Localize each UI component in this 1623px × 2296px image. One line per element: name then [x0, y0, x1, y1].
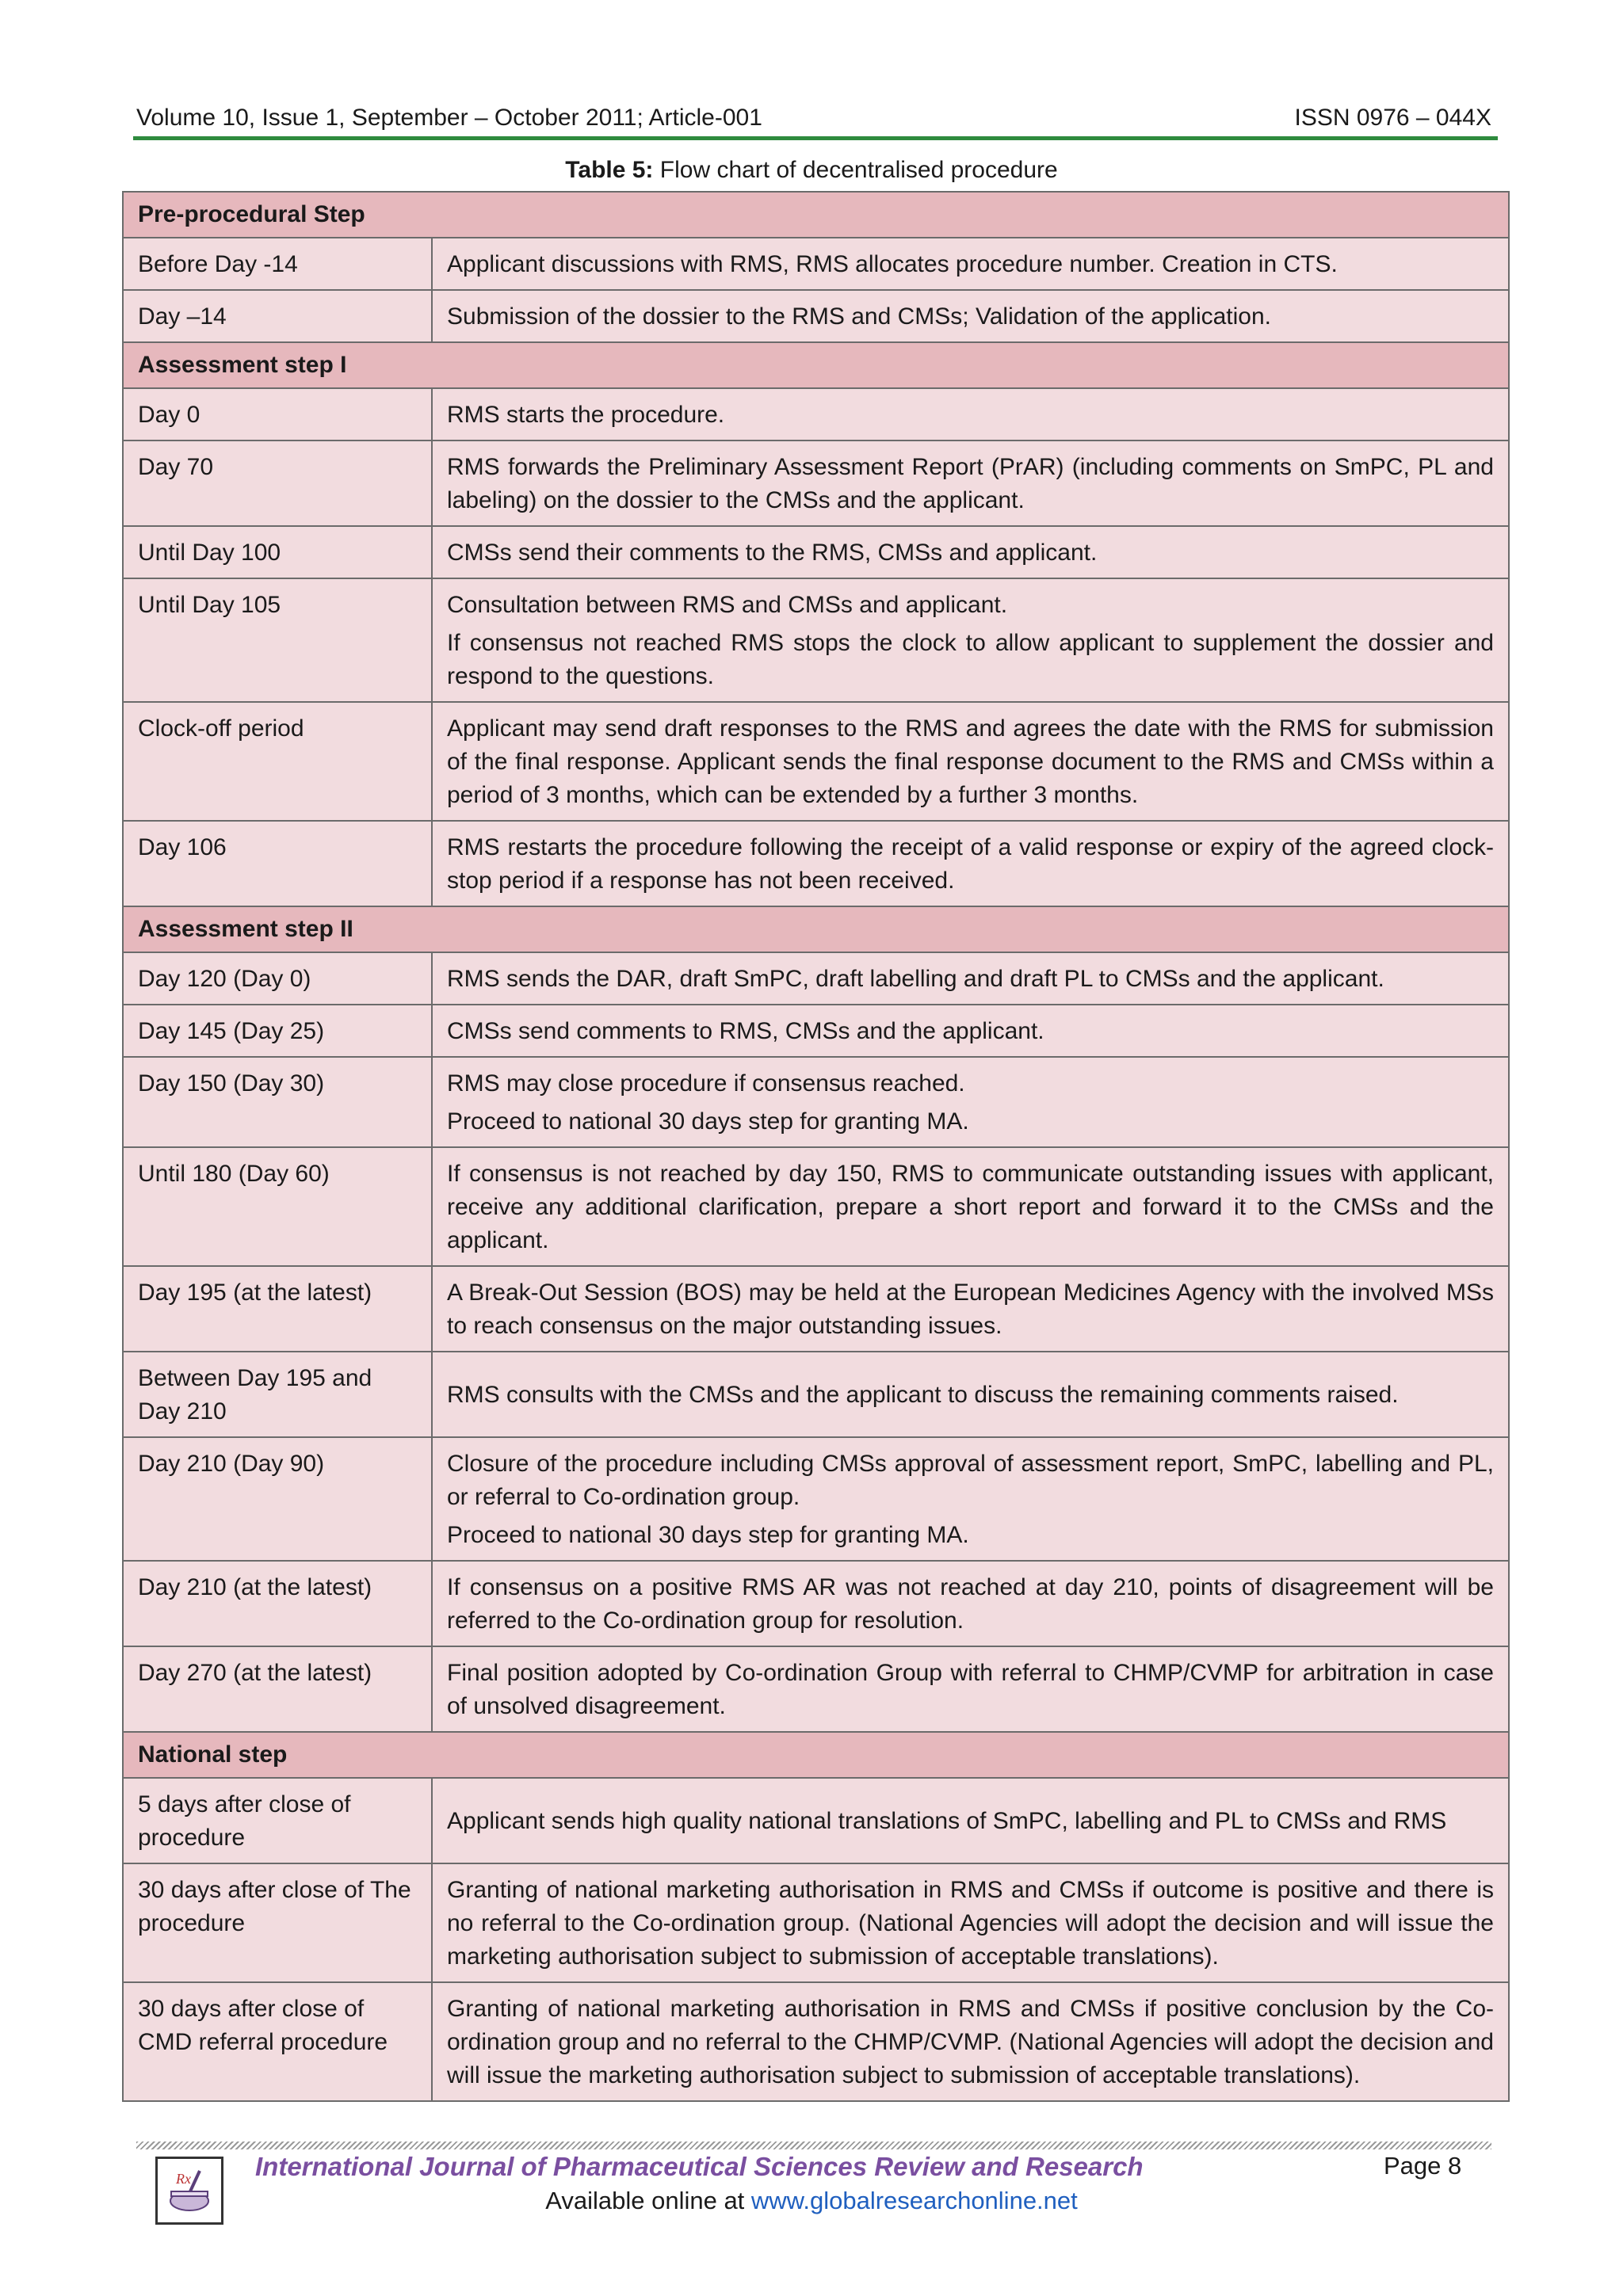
header-volume-info: Volume 10, Issue 1, September – October 2011; Article-001 — [136, 105, 762, 131]
description-paragraph: Submission of the dossier to the RMS and CMSs; Validation of the application. — [447, 303, 1271, 330]
step-timing-cell: Day 150 (Day 30) — [123, 1057, 432, 1147]
step-description-cell — [432, 1437, 1509, 1561]
description-paragraph: Granting of national marketing authorisation in RMS and CMSs if positive conclusion by the Co-ordination group and no referral to the CHMP/CVMP. (National Agencies will adopt the decision and will issue the marketing authorisation subject to submission of acceptable translations). — [447, 1996, 1494, 2088]
description-paragraph: RMS sends the DAR, draft SmPC, draft labelling and draft PL to CMSs and the applicant. — [447, 966, 1384, 992]
step-timing-cell: Day –14 — [123, 290, 432, 342]
section-title: Assessment step II — [123, 906, 1509, 952]
step-description-cell — [432, 1147, 1509, 1266]
section-header-row — [123, 192, 1509, 238]
description-paragraph: RMS restarts the procedure following the receipt of a valid response or expiry of the agreed clock-stop period if a response has not been received. — [447, 834, 1494, 894]
description-paragraph: If consensus not reached RMS stops the clock to allow applicant to supplement the dossier and respond to the questions. — [447, 630, 1494, 689]
logo-rx-text: Rx — [176, 2171, 191, 2187]
table-row — [123, 1982, 1509, 2101]
table-row — [123, 702, 1509, 821]
step-timing-cell: 30 days after close of CMD referral procedure — [123, 1982, 432, 2101]
table-row — [123, 1266, 1509, 1352]
table-row — [123, 1863, 1509, 1982]
header-issn: ISSN 0976 – 044X — [1294, 105, 1491, 131]
description-paragraph: Consultation between RMS and CMSs and applicant. — [447, 592, 1008, 618]
step-timing-cell: Day 70 — [123, 441, 432, 526]
section-header-row — [123, 342, 1509, 388]
table-row — [123, 578, 1509, 702]
step-timing-cell: Until Day 105 — [123, 578, 432, 702]
procedure-table — [122, 191, 1510, 2102]
procedure-table-body — [123, 192, 1509, 2101]
step-description-cell — [432, 526, 1509, 578]
step-timing-cell: Day 195 (at the latest) — [123, 1266, 432, 1352]
page-number: Page 8 — [1384, 2152, 1462, 2180]
table-row — [123, 290, 1509, 342]
website-link[interactable]: www.globalresearchonline.net — [750, 2187, 1078, 2214]
description-paragraph: CMSs send their comments to the RMS, CMSs and applicant. — [447, 540, 1098, 566]
description-paragraph: CMSs send comments to RMS, CMSs and the applicant. — [447, 1018, 1044, 1044]
step-description-cell — [432, 952, 1509, 1005]
description-paragraph: Applicant discussions with RMS, RMS allocates procedure number. Creation in CTS. — [447, 251, 1338, 277]
table-row — [123, 1778, 1509, 1863]
footer-rule — [136, 2142, 1491, 2149]
section-title: Pre-procedural Step — [123, 192, 1509, 238]
description-paragraph: A Break-Out Session (BOS) may be held at the European Medicines Agency with the involved MSs to reach consensus on the major outstanding issues. — [447, 1280, 1494, 1339]
step-timing-cell: Day 270 (at the latest) — [123, 1646, 432, 1732]
table-row — [123, 526, 1509, 578]
table-row — [123, 1646, 1509, 1732]
table-row — [123, 441, 1509, 526]
step-description-cell — [432, 290, 1509, 342]
step-description-cell — [432, 1982, 1509, 2101]
availability-line — [0, 2187, 1623, 2215]
step-timing-cell: 30 days after close of The procedure — [123, 1863, 432, 1982]
step-description-cell — [432, 821, 1509, 906]
step-timing-cell: Day 106 — [123, 821, 432, 906]
description-paragraph: Applicant may send draft responses to the RMS and agrees the date with the RMS for submission of the final response. Applicant sends the final response document to the RMS and CMSs within a period of 3 months, which can be extended by a further 3 months. — [447, 715, 1494, 808]
section-title: National step — [123, 1732, 1509, 1778]
step-description-cell — [432, 1352, 1509, 1437]
table-row — [123, 1437, 1509, 1561]
description-paragraph: If consensus on a positive RMS AR was not reached at day 210, points of disagreement will be referred to the Co-ordination group for resolution. — [447, 1574, 1494, 1634]
step-description-cell — [432, 1561, 1509, 1646]
step-timing-cell: Day 210 (Day 90) — [123, 1437, 432, 1561]
description-paragraph: Applicant sends high quality national translations of SmPC, labelling and PL to CMSs and RMS — [447, 1808, 1447, 1834]
availability-prefix: Available online at — [545, 2187, 751, 2214]
table-row — [123, 1147, 1509, 1266]
step-timing-cell: Between Day 195 and Day 210 — [123, 1352, 432, 1437]
section-header-row — [123, 906, 1509, 952]
step-timing-cell: 5 days after close of procedure — [123, 1778, 432, 1863]
step-timing-cell: Before Day -14 — [123, 238, 432, 290]
step-description-cell — [432, 1005, 1509, 1057]
step-description-cell — [432, 441, 1509, 526]
step-timing-cell: Day 145 (Day 25) — [123, 1005, 432, 1057]
table-row — [123, 1057, 1509, 1147]
description-paragraph: Closure of the procedure including CMSs approval of assessment report, SmPC, labelling and PL, or referral to Co-ordination group. — [447, 1451, 1494, 1510]
header-rule — [133, 136, 1498, 140]
description-paragraph: Proceed to national 30 days step for granting MA. — [447, 1522, 969, 1548]
table-row — [123, 238, 1509, 290]
table-row — [123, 1005, 1509, 1057]
table-row — [123, 952, 1509, 1005]
step-description-cell — [432, 1863, 1509, 1982]
table-row — [123, 388, 1509, 441]
step-timing-cell: Day 210 (at the latest) — [123, 1561, 432, 1646]
step-description-cell — [432, 1646, 1509, 1732]
description-paragraph: Granting of national marketing authorisation in RMS and CMSs if outcome is positive and there is no referral to the Co-ordination group. (National Agencies will adopt the decision and will issue the marketing authorisation subject to submission of acceptable translations). — [447, 1877, 1494, 1970]
step-timing-cell: Until Day 100 — [123, 526, 432, 578]
description-paragraph: RMS forwards the Preliminary Assessment Report (PrAR) (including comments on SmPC, PL and labeling) on the dossier to the CMSs and the applicant. — [447, 454, 1494, 513]
section-title: Assessment step I — [123, 342, 1509, 388]
step-description-cell — [432, 578, 1509, 702]
step-description-cell — [432, 238, 1509, 290]
description-paragraph: RMS consults with the CMSs and the applicant to discuss the remaining comments raised. — [447, 1382, 1399, 1408]
description-paragraph: If consensus is not reached by day 150, RMS to communicate outstanding issues with applicant, receive any additional clarification, prepare a short report and forward it to the CMSs and the applicant. — [447, 1161, 1494, 1253]
table-caption-label: Table 5: — [565, 157, 654, 183]
step-timing-cell: Day 120 (Day 0) — [123, 952, 432, 1005]
table-row — [123, 821, 1509, 906]
step-timing-cell: Clock-off period — [123, 702, 432, 821]
journal-name: International Journal of Pharmaceutical Sciences Review and Research — [255, 2152, 1144, 2181]
description-paragraph: Final position adopted by Co-ordination Group with referral to CHMP/CVMP for arbitration in case of unsolved disagreement. — [447, 1660, 1494, 1719]
step-description-cell — [432, 1778, 1509, 1863]
step-timing-cell: Until 180 (Day 60) — [123, 1147, 432, 1266]
description-paragraph: Proceed to national 30 days step for granting MA. — [447, 1108, 969, 1135]
description-paragraph: RMS may close procedure if consensus reached. — [447, 1070, 965, 1097]
table-row — [123, 1561, 1509, 1646]
step-description-cell — [432, 702, 1509, 821]
table-caption — [0, 157, 1623, 184]
table-caption-text: Flow chart of decentralised procedure — [659, 157, 1058, 183]
description-paragraph: RMS starts the procedure. — [447, 402, 725, 428]
step-description-cell — [432, 1057, 1509, 1147]
step-description-cell — [432, 388, 1509, 441]
table-row — [123, 1352, 1509, 1437]
section-header-row — [123, 1732, 1509, 1778]
step-timing-cell: Day 0 — [123, 388, 432, 441]
step-description-cell — [432, 1266, 1509, 1352]
running-header — [136, 98, 1491, 138]
